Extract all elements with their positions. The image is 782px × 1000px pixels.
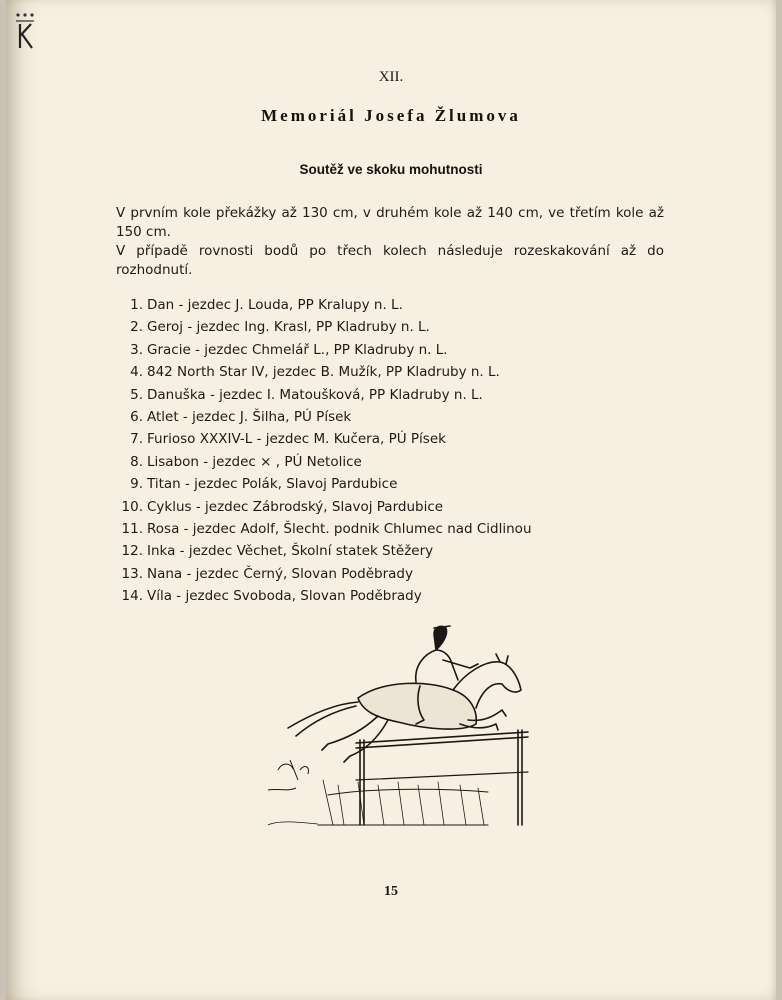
entry-text: Furioso XXXIV-L - jezdec M. Kučera, PÚ Písek bbox=[147, 431, 446, 448]
entry-text: 842 North Star IV, jezdec B. Mužík, PP Kladruby n. L. bbox=[147, 364, 500, 381]
chapter-number: XII. bbox=[378, 69, 404, 85]
entry-text: Inka - jezdec Věchet, Školní statek Stěžery bbox=[147, 543, 434, 560]
list-item bbox=[116, 563, 676, 585]
list-item bbox=[116, 428, 676, 450]
list-item bbox=[116, 406, 676, 428]
entry-text: Atlet - jezdec J. Šilha, PÚ Písek bbox=[147, 408, 352, 425]
entry-number: 11. bbox=[121, 520, 143, 537]
entry-number: 12. bbox=[121, 543, 143, 560]
list-item bbox=[116, 496, 676, 518]
intro-text bbox=[116, 204, 664, 280]
entry-number: 10. bbox=[121, 498, 143, 515]
intro-paragraph-1: V prvním kole překážky až 130 cm, v druhém kole až 140 cm, ve třetím kole až 150 cm. bbox=[116, 205, 664, 240]
entry-number: 2. bbox=[130, 319, 143, 336]
list-item bbox=[116, 316, 676, 338]
entry-number: 6. bbox=[130, 408, 143, 425]
list-item bbox=[116, 361, 676, 383]
entry-number: 13. bbox=[121, 565, 143, 582]
entry-number: 4. bbox=[130, 364, 143, 381]
entry-text: Dan - jezdec J. Louda, PP Kralupy n. L. bbox=[147, 297, 403, 313]
entry-number: 1. bbox=[130, 297, 143, 313]
entry-text: Lisabon - jezdec × , PÚ Netolice bbox=[147, 453, 362, 470]
entry-text: Víla - jezdec Svoboda, Slovan Poděbrady bbox=[147, 588, 422, 605]
entry-text: Danuška - jezdec I. Matoušková, PP Kladruby n. L. bbox=[147, 386, 483, 403]
entry-text: Nana - jezdec Černý, Slovan Poděbrady bbox=[147, 565, 413, 582]
entry-text: Titan - jezdec Polák, Slavoj Pardubice bbox=[147, 476, 398, 493]
list-item bbox=[116, 294, 676, 316]
entry-text: Cyklus - jezdec Zábrodský, Slavoj Pardubice bbox=[147, 498, 444, 515]
list-item bbox=[116, 585, 676, 607]
entry-number: 9. bbox=[130, 476, 143, 493]
entry-number: 8. bbox=[130, 453, 143, 470]
entry-number: 7. bbox=[130, 431, 143, 448]
list-item bbox=[116, 518, 676, 540]
book-page bbox=[6, 0, 776, 1000]
page-number: 15 bbox=[384, 884, 398, 899]
list-item bbox=[116, 384, 676, 406]
list-item bbox=[116, 473, 676, 495]
library-stamp-icon bbox=[14, 10, 36, 50]
list-item bbox=[116, 339, 676, 361]
section-subtitle: Soutěž ve skoku mohutnosti bbox=[299, 162, 483, 177]
show-jumping-horse-illustration bbox=[238, 620, 538, 840]
page-title: Memoriál Josefa Žlumova bbox=[261, 106, 521, 125]
entry-number: 14. bbox=[121, 588, 143, 605]
entry-text: Rosa - jezdec Adolf, Šlecht. podnik Chlumec nad Cidlinou bbox=[147, 520, 532, 537]
entry-number: 3. bbox=[130, 341, 143, 358]
entry-text: Gracie - jezdec Chmelář L., PP Kladruby n. L. bbox=[147, 341, 448, 358]
list-item bbox=[116, 540, 676, 562]
entry-number: 5. bbox=[130, 386, 143, 403]
list-item bbox=[116, 451, 676, 473]
entry-list bbox=[116, 294, 676, 607]
intro-paragraph-2: V případě rovnosti bodů po třech kolech následuje rozeskakování až do rozhodnutí. bbox=[116, 243, 664, 278]
entry-text: Geroj - jezdec Ing. Krasl, PP Kladruby n. L. bbox=[147, 319, 430, 336]
